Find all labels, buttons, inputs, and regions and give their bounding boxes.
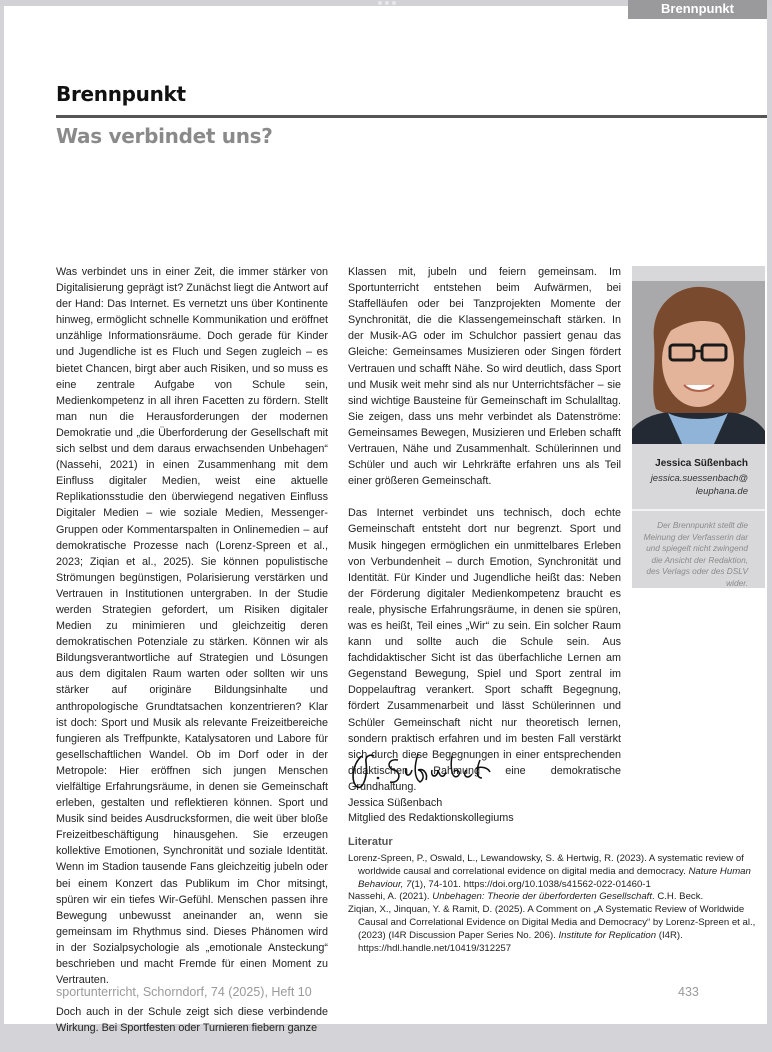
ref-title: Unbehagen: Theorie der überforderten Gesellschaft: [432, 891, 652, 903]
section-tab: Brennpunkt: [628, 0, 767, 19]
journal-footer: sportunterricht, Schorndorf, 74 (2025), Heft 10: [56, 985, 312, 999]
ref-institution: Institute for Replication: [558, 929, 657, 941]
reference-item: [348, 853, 761, 891]
sidebar-divider: [632, 509, 765, 511]
reference-list: [348, 853, 761, 955]
page-edge: [767, 6, 772, 1024]
disclaimer-note: Der Brennpunkt stellt die Meinung der Verfasserin dar und spiegelt nicht zwingend die Ansicht der Redaktion, des Verlags oder des DSLV wider.: [643, 520, 748, 588]
ref-text: Nassehi, A. (2021).: [348, 891, 433, 903]
author-name: Jessica Süßenbach: [348, 797, 443, 809]
article-column-1: [56, 264, 328, 1052]
email-line-1[interactable]: jessica.suessenbach@: [650, 473, 748, 484]
paragraph: Klassen mit, jubeln und feiern gemeinsam. Im Sportunterricht entstehen beim Aufwärmen, bei Staffelläufen oder bei Tanzprojekten Momente der Synchronität, die die Klassengemeinschaft stärken. In der Musik-AG oder im Schulchor passiert genau das Gleiche: Gemeinsames Musizieren oder Singen fördert Vertrauen und schafft Nähe. So wird deutlich, dass Sport und Musik weit mehr sind als nur Unterrichtsfächer – sie sind wichtige Bausteine für Gemeinschaft im Schulalltag. Sie zeigen, dass uns mehr verbindet als Datenströme: Gemeinsames Bewegen, Musizieren und Erleben schafft Vertrauen, Nähe und Zusammenhalt. Schülerinnen und Schüler und auch wir Lehrkräfte erfahren uns als Teil einer größeren Gemeinschaft.: [348, 266, 621, 488]
sidebar-author-name: Jessica Süßenbach: [655, 458, 748, 469]
title-divider: [56, 115, 767, 118]
paragraph: Was verbindet uns in einer Zeit, die immer stärker von Digitalisierung geprägt ist? Zunächst liegt die Antwort auf der Hand: Das Internet. Es vernetzt uns über Kontinente hinweg, ermöglicht schnelle Kommunikation und eröffnet unzählige Informationsräume. Doch gerade für Kinder und Jugendliche ist es Fluch und Segen zugleich – es bietet Chancen, birgt aber auch Risiken, und so muss es eine zentrale Aufgabe von Schule sein, Medienkompetenz in all ihren Facetten zu fördern. Stellt man nun die Herausforderungen der modernen Demokratie und „die Überforderung der Gesellschaft mit sich selbst und dem daraus erwachsenden Unbehagen“ (Nassehi, 2021) in einen Zusammenhang mit dem Einfluss digitaler Medien, weist eine aktuelle Replikationsstudie den überwiegend negativen Einfluss Digitaler Medien – wie soziale Medien, Messenger-Gruppen oder Kommentarspalten in Onlinemedien – auf demokratische Prozesse nach (Lorenz-Spreen et al., 2023; Ziqian et al., 2025). Sie können populistische Strömungen begünstigen, Polarisierung verstärken und Vertrauen in Institutionen untergraben. In der Studie werden Strategien gefordert, um Risiken digitaler Medien zu minimieren und gleichzeitig deren demokratischen Potenziale zu stärken. Können wir als Bildungsverantwortliche auf Strategien und Lösungen aus dem digitalen Raum warten oder sollten wir uns stärker auf originäre Bildungsinhalte und anthropologische Grundtatsachen konzentrieren? Klar ist doch: Sport und Musik als relevante Freizeitbereiche fungieren als Treffpunkte, Katalysatoren und Labore für gesellschaftlichen Wandel. Ob im Dorf oder in der Metropole: Hier eröffnen sich jungen Menschen vielfältige Erfahrungsräume, in denen sie Gemeinschaft erleben, gestalten und reflektieren können. Sport und Musik sind beides Ausdrucksformen, die weit über bloße Freizeitbeschäftigung hinausgehen. Sie erzeugen kollektive Emotionen, Synchronität und soziale Identität. Wenn im Stadion tausende Fans gleichzeitig jubeln oder bei einem Konzert das Publikum im Chor mitsingt, spüren wir ein tiefes Wir-Gefühl. Menschen passen ihre Bewegung unbewusst aneinander an, wenn sie gemeinsam im Rhythmus sind. Dieses Phänomen wird in der Sozialpsychologie als „emotionale Ansteckung“ beschrieben und macht Fremde für einen Moment zu Vertrauten.: [56, 266, 328, 987]
drag-handle[interactable]: [378, 1, 396, 5]
literature-heading: Literatur: [348, 836, 393, 848]
email-line-2[interactable]: leuphana.de: [695, 486, 748, 497]
ref-journal: Nature Human Behaviour, 7: [358, 865, 751, 890]
page-title: Brennpunkt: [56, 82, 186, 106]
ref-link[interactable]: (I4R). https://hdl.handle.net/10419/312257: [358, 929, 683, 954]
author-photo: [632, 281, 765, 444]
ref-publisher: . C.H. Beck.: [652, 891, 704, 903]
ref-text: Lorenz-Spreen, P., Oswald, L., Lewandowsky, S. & Hertwig, R. (2023). A systematic review of worldwide causal and correlational evidence on digital media and democracy.: [348, 853, 744, 877]
author-role: Mitglied des Redaktionskollegiums: [348, 812, 514, 824]
reference-item: [348, 904, 761, 955]
ref-link[interactable]: (1), 74-101. https://doi.org/10.1038/s41562-022-01460-1: [411, 878, 651, 890]
paragraph: Das Internet verbindet uns technisch, doch echte Gemeinschaft entsteht dort nur begrenzt. Sport und Musik hingegen ermöglichen ein unmittelbares Erleben von Verbundenheit – durch Emotion, Synchronität und Identität. Für Kinder und Jugendliche heißt das: Neben der Förderung digitaler Medienkompetenz braucht es reale, physische Erfahrungsräume, in denen sie spüren, was es heißt, Teil eines „Wir“ zu sein. Ein solcher Raum kann und sollte auch die Schule sein. Aus fachdidaktischer Sicht ist das überfachliche Lernen am Gegenstand Bewegung, Spiel und Sport zentral im Doppelauftrag verankert. Sport schafft Begegnung, fördert Zusammenarbeit und lässt Schülerinnen und Schüler Gemeinschaft nicht nur theoretisch lernen, sondern praktisch erfahren und im besten Fall verstärkt sich durch diese Begegnungen in einer entsprechenden didaktischen Rahmung eine demokratische Grundhaltung.: [348, 507, 621, 793]
ref-text: Ziqian, X., Jinquan, Y. & Ramit, D. (2025). A Comment on „A Systematic Review of Worldwide Causal and Correlational Evidence on Digital Media and Democracy“ by Lorenz-Spreen et al., (2023) (I4R Discussion Paper Series No. 206).: [348, 904, 756, 941]
article-subtitle: Was verbindet uns?: [56, 124, 273, 148]
reference-item: [348, 891, 761, 904]
page-number: 433: [678, 985, 699, 999]
signature-image: [348, 748, 498, 794]
author-email[interactable]: [632, 472, 748, 498]
article-column-2: [348, 264, 621, 811]
paragraph: Doch auch in der Schule zeigt sich diese verbindende Wirkung. Bei Sportfesten oder Turnieren fiebern ganze: [56, 1006, 328, 1035]
